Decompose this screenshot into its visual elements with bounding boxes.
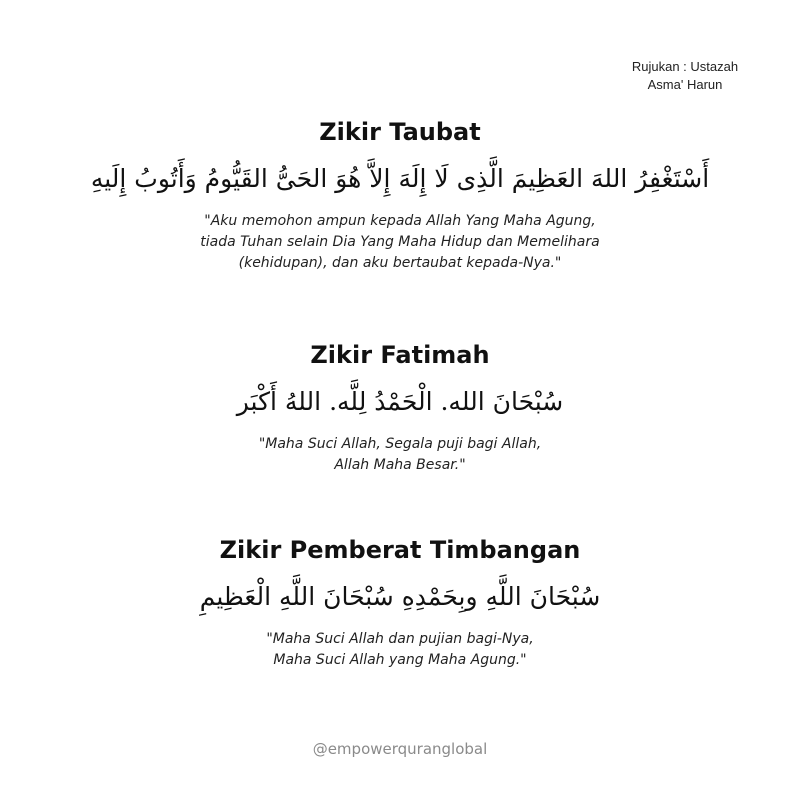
section-title: Zikir Pemberat Timbangan xyxy=(219,536,581,564)
reference-line-1: Rujukan : Ustazah xyxy=(631,59,739,74)
arabic-text: أَسْتَغْفِرُ اللهَ العَظِيمَ الَّذِى لَا إِلَهَ إِلاَّ هُوَ الحَىُّ القَيُّومُ وَأَتُوبُ إِلَيهِ xyxy=(90,164,710,193)
translation-line: tiada Tuhan selain Dia Yang Maha Hidup dan Memelihara xyxy=(200,234,600,250)
translation-text xyxy=(0,629,800,671)
social-handle: @empowerquranglobal xyxy=(312,740,488,758)
section-zikir-pemberat-timbangan xyxy=(0,535,800,671)
section-zikir-fatimah xyxy=(0,340,800,476)
section-title: Zikir Taubat xyxy=(319,118,481,146)
translation-line: Allah Maha Besar." xyxy=(334,457,466,473)
translation-line: (kehidupan), dan aku bertaubat kepada-Nya." xyxy=(238,255,562,271)
reference-line-2: Asma' Harun xyxy=(647,77,723,92)
reference-note xyxy=(600,58,770,94)
translation-text xyxy=(0,211,800,274)
translation-line: "Maha Suci Allah dan pujian bagi-Nya, xyxy=(266,631,534,647)
section-zikir-taubat xyxy=(0,117,800,274)
arabic-text: سُبْحَانَ الله. الْحَمْدُ لِلَّه. اللهُ أَكْبَر xyxy=(236,387,564,416)
section-title: Zikir Fatimah xyxy=(310,341,490,369)
translation-line: Maha Suci Allah yang Maha Agung." xyxy=(273,652,527,668)
translation-text xyxy=(0,434,800,476)
translation-line: "Aku memohon ampun kepada Allah Yang Maha Agung, xyxy=(204,213,596,229)
arabic-text: سُبْحَانَ اللَّهِ وبِحَمْدِهِ سُبْحَانَ اللَّهِ الْعَظِيمِ xyxy=(199,582,601,611)
translation-line: "Maha Suci Allah, Segala puji bagi Allah, xyxy=(258,436,542,452)
